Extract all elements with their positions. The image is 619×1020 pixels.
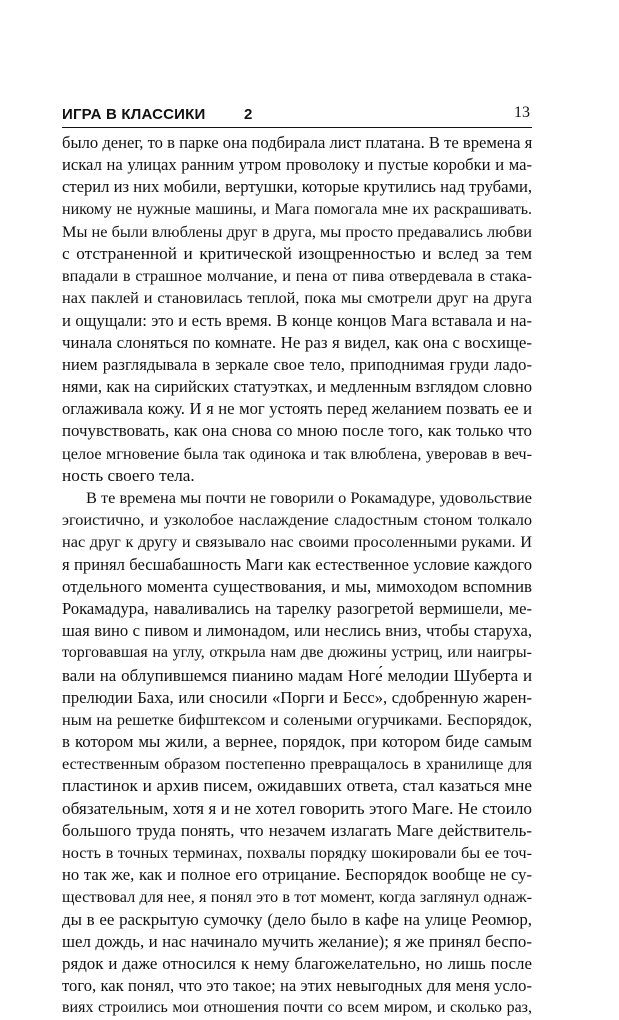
text-line: в котором мы жили, а вернее, порядок, при котором биде самым (62, 732, 532, 752)
book-title: ИГРА В КЛАССИКИ (62, 106, 206, 123)
text-line: торговавшая на углу, открыла нам две дюжины устриц, или наигры- (62, 644, 532, 662)
text-line: шел дождь, и нас начинало мучить желание); я же принял беспо- (62, 931, 532, 951)
part-number: 2 (244, 106, 253, 123)
text-line: пластинок и архив писем, ожидавших ответа, стал казаться мне (62, 776, 532, 796)
text-line: прелюдии Баха, или сносили «Порги и Бесс», сдобренную жарен- (62, 687, 532, 707)
text-line: нием разглядывала в зеркале свое тело, приподнимая груди ладо- (62, 354, 532, 374)
text-line: ды в ее раскрытую сумочку (дело было в кафе на улице Реомюр, (62, 909, 532, 929)
text-line: нас друг к другу и связывало нас своими просоленными руками. И (62, 532, 532, 552)
text-line: обязательным, хотя я и не хотел говорить этого Маге. Не стоило (62, 798, 532, 818)
body-text (62, 132, 532, 1020)
text-line: почувствовать, как она снова со мною после того, как только что (62, 421, 532, 441)
text-line: виях строились мои отношения почти со всем миром, и сколько раз, (62, 999, 532, 1017)
page-number: 13 (514, 104, 530, 121)
text-line: Мы не были влюблены друг в друга, мы просто предавались любви (62, 221, 532, 241)
text-line: Рокамадура, наваливались на тарелку разогретой вермишели, ме- (62, 598, 532, 618)
text-line: ность своего тела. (62, 465, 195, 485)
header-rule (62, 127, 532, 128)
text-line: искал на улицах ранним утром проволоку и пустые коробки и ма- (62, 155, 532, 175)
text-line: стерил из них мобили, вертушки, которые крутились над трубами, (62, 177, 532, 197)
text-line: с отстраненной и критической изощренностью и вслед за тем (62, 243, 532, 263)
text-line: того, как понял, что это такое; на этих невыгодных для меня усло- (62, 976, 532, 996)
text-line: ность в точных терминах, похвалы порядку шокировали бы ее точ- (62, 843, 532, 862)
text-line: отдельного момента существования, и мы, мимоходом вспомнив (62, 576, 532, 596)
text-line: целое мгновение была так одинока и так влюблена, уверовав в веч- (62, 443, 532, 463)
text-line: но так же, как и полное его отрицание. Беспорядок вообще не су- (62, 865, 532, 885)
text-line: ным на решетке бифштексом и солеными огурчиками. Беспорядок, (62, 709, 532, 729)
text-line: шая вино с пивом и лимонадом, или неслись вниз, чтобы старуха, (62, 621, 532, 641)
text-line: и ощущали: это и есть время. В конце концов Мага вставала и на- (62, 310, 532, 330)
text-line: никому не нужные машины, и Мага помогала мне их раскрашивать. (62, 200, 532, 218)
text-line: нах паклей и становилась теплой, пока мы смотрели друг на друга (62, 288, 532, 308)
text-line: оглаживала кожу. И я не мог устоять перед желанием позвать ее и (62, 399, 532, 419)
text-line: я принял бесшабашность Маги как естественное условие каждого (62, 554, 532, 574)
text-line: эгоистично, и узколобое наслаждение сладостным стоном толкало (62, 510, 532, 530)
text-line: рядок и даже относился к нему благожелательно, но лишь после (62, 953, 532, 973)
text-line: чинала слоняться по комнате. Не раз я видел, как она с восхище- (62, 332, 532, 352)
text-line: ществовал для нее, я понял это в тот момент, когда заглянул однаж- (62, 887, 532, 907)
text-line: большого труда понять, что незачем излагать Маге действитель- (62, 820, 532, 840)
text-line: В те времена мы почти не говорили о Рокамадуре, удовольствие (86, 488, 532, 507)
text-line: вали на облупившемся пианино мадам Ноге́ мелодии Шуберта и (62, 665, 532, 685)
text-line: впадали в страшное молчание, и пена от пива отвердевала в стака- (62, 266, 532, 286)
running-header (62, 104, 532, 128)
text-line: было денег, то в парке она подбирала лист платана. В те времена я (62, 133, 532, 152)
text-line: естественным образом постепенно превращалось в хранилище для (62, 754, 532, 774)
text-line: нями, как на сирийских статуэтках, и медленным взглядом словно (62, 377, 532, 397)
